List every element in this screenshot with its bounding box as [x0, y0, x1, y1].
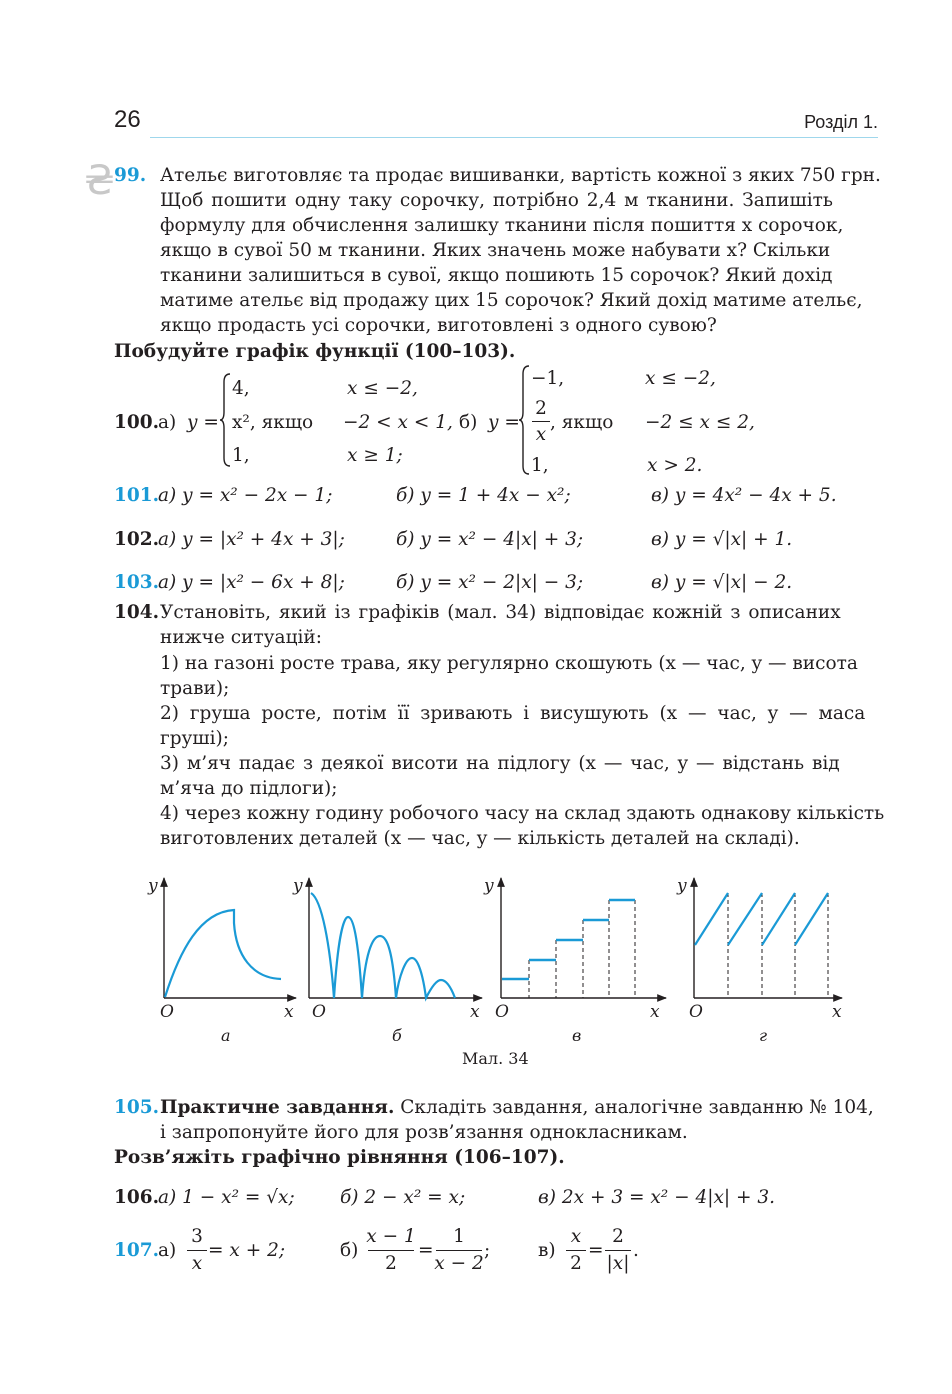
graph-a-curve — [165, 910, 281, 997]
fraction-denominator: x − 2 — [434, 1253, 484, 1274]
problem-101-c: в) y = 4x² − 4x + 5. — [651, 485, 837, 506]
problem-105-rest: Складіть завдання, аналогічне завданню № 104, — [394, 1097, 874, 1118]
problem-102-a: а) y = |x² + 4x + 3|; — [158, 529, 345, 550]
problem-105-lead: Практичне завдання. — [160, 1097, 395, 1118]
graph-d-label: г — [759, 1026, 768, 1045]
figure-caption: Мал. 34 — [462, 1049, 529, 1068]
period: . — [633, 1240, 639, 1261]
case-value: , якщо — [550, 412, 614, 433]
fraction-denominator: x — [191, 1253, 203, 1274]
problem-102-b: б) y = x² − 4|x| + 3; — [396, 529, 584, 550]
graph-b — [309, 878, 482, 998]
fraction-bar — [187, 1250, 207, 1251]
case-condition: x ≥ 1; — [347, 445, 403, 466]
fraction-denominator: x — [535, 424, 547, 445]
fraction-bar — [436, 1250, 482, 1251]
semicolon: ; — [484, 1240, 491, 1261]
problem-106-a: а) 1 − x² = √x; — [158, 1187, 295, 1208]
case-value: 1, — [232, 445, 250, 466]
case-condition: x > 2. — [647, 455, 703, 476]
problem-103-number: 103. — [114, 572, 160, 593]
fraction-bar — [605, 1250, 631, 1251]
problem-103-a: а) y = |x² − 6x + 8|; — [158, 572, 345, 593]
problem-99-line: тканини залишиться в сувої, якщо пошиють 15 сорочок? Який дохід — [160, 265, 833, 286]
hryvnia-icon: ₴ — [84, 158, 115, 204]
graph-c — [501, 878, 666, 998]
case-condition: x ≤ −2, — [347, 378, 418, 399]
problem-104-item: виготовлених деталей (x — час, y — кількість деталей на складі). — [160, 828, 800, 849]
fraction-numerator: x — [570, 1226, 582, 1247]
problem-104-item: 1) на газоні росте трава, яку регулярно скошують (x — час, y — висота — [160, 653, 858, 674]
fraction-bar — [566, 1250, 586, 1251]
problem-105-number: 105. — [114, 1097, 160, 1118]
part-label: а) — [158, 1240, 177, 1261]
problem-103-b: б) y = x² − 2|x| − 3; — [396, 572, 584, 593]
problem-107-number: 107. — [114, 1240, 160, 1261]
problem-101-a: а) y = x² − 2x − 1; — [158, 485, 333, 506]
origin-label: O — [495, 1002, 509, 1022]
origin-label: O — [160, 1002, 174, 1022]
axis-label-y: y — [484, 876, 494, 896]
problem-99-line: формулу для обчислення залишку тканини після пошиття x сорочок, — [160, 215, 844, 236]
equals-sign: = — [588, 1240, 604, 1261]
problem-101-number: 101. — [114, 485, 160, 506]
problem-104-line: Установіть, який із графіків (мал. 34) відповідає кожній з описаних — [160, 602, 841, 623]
section-title: Розділ 1. — [804, 112, 878, 132]
section-heading: Розв’яжіть графічно рівняння (106–107). — [114, 1147, 565, 1168]
problem-104-item: м’яча до підлоги); — [160, 778, 338, 799]
function-y: y = — [187, 412, 219, 433]
problem-104-item: трави); — [160, 678, 230, 699]
problem-101-b: б) y = 1 + 4x − x²; — [396, 485, 571, 506]
graph-d — [694, 878, 842, 998]
part-label: а) — [158, 412, 177, 433]
problem-99-line: якщо в сувої 50 м тканини. Яких значень може набувати x? Скільки — [160, 240, 831, 261]
fraction-numerator: 2 — [535, 398, 547, 419]
part-label: б) — [340, 1240, 359, 1261]
fraction-denominator: |x| — [606, 1253, 630, 1274]
case-condition: −2 ≤ x ≤ 2, — [645, 412, 755, 433]
problem-106-number: 106. — [114, 1187, 160, 1208]
problem-102-number: 102. — [114, 529, 160, 550]
problem-103-c: в) y = √|x| − 2. — [651, 572, 793, 593]
problem-105-line: і запропонуйте його для розв’язання однокласникам. — [160, 1122, 688, 1143]
fraction-numerator: 2 — [612, 1226, 624, 1247]
case-value: 4, — [232, 378, 250, 399]
problem-104-item: груші); — [160, 728, 229, 749]
graph-b-curve — [311, 893, 455, 998]
axis-label-x: x — [650, 1002, 660, 1022]
fraction-numerator: x − 1 — [366, 1226, 416, 1247]
axis-label-y: y — [148, 876, 158, 896]
fraction-numerator: 1 — [453, 1226, 465, 1247]
problem-99-number: 99. — [114, 165, 147, 186]
function-y: y = — [488, 412, 520, 433]
page-number: 26 — [114, 106, 141, 133]
case-value: −1, — [531, 368, 565, 389]
axis-label-x: x — [470, 1002, 480, 1022]
problem-100-number: 100. — [114, 412, 160, 433]
problem-99-line: Щоб пошити одну таку сорочку, потрібно 2,4 м тканини. Запишіть — [160, 190, 833, 211]
case-condition: −2 < x < 1, — [343, 412, 453, 433]
origin-label: O — [312, 1002, 326, 1022]
axis-label-y: y — [293, 876, 303, 896]
problem-104-item: 2) груша росте, потім її зривають і висушують (x — час, y — маса — [160, 703, 866, 724]
problem-104-line: нижче ситуацій: — [160, 627, 322, 648]
problem-104-item: 3) м’яч падає з деякої висоти на підлогу (x — час, y — відстань від — [160, 753, 840, 774]
problem-99-line: матиме ательє від продажу цих 15 сорочок? Який дохід матиме ательє, — [160, 290, 863, 311]
problem-102-c: в) y = √|x| + 1. — [651, 529, 793, 550]
fraction-bar — [368, 1250, 414, 1251]
case-value: x², якщо — [232, 412, 314, 433]
fraction-denominator: 2 — [570, 1253, 582, 1274]
problem-99-line: якщо продасть усі сорочки, виготовлені з одного сувою? — [160, 315, 717, 336]
graph-a — [164, 878, 296, 998]
case-condition: x ≤ −2, — [645, 368, 716, 389]
fraction-numerator: 3 — [191, 1226, 203, 1247]
axis-label-x: x — [284, 1002, 294, 1022]
problem-104-item: 4) через кожну годину робочого часу на склад здають однакову кількість — [160, 803, 885, 824]
problem-105-line — [160, 1095, 874, 1120]
graph-c-dashes — [529, 900, 635, 998]
problem-106-c: в) 2x + 3 = x² − 4|x| + 3. — [538, 1187, 776, 1208]
axis-label-y: y — [677, 876, 687, 896]
axis-label-x: x — [832, 1002, 842, 1022]
section-heading: Побудуйте графік функції (100–103). — [114, 341, 516, 362]
case-value: 1, — [531, 455, 549, 476]
equation-rest: = x + 2; — [208, 1240, 286, 1261]
graph-c-label: в — [572, 1026, 582, 1045]
graph-b-label: б — [392, 1026, 402, 1045]
graph-d-dashes — [728, 893, 828, 998]
problem-99-line: Ательє виготовляє та продає вишиванки, вартість кожної з яких 750 грн. — [160, 165, 881, 186]
fraction-denominator: 2 — [385, 1253, 397, 1274]
equals-sign: = — [418, 1240, 434, 1261]
part-label: в) — [538, 1240, 556, 1261]
graph-a-label: а — [221, 1026, 231, 1045]
origin-label: O — [689, 1002, 703, 1022]
problem-106-b: б) 2 − x² = x; — [340, 1187, 466, 1208]
part-label: б) — [459, 412, 478, 433]
graph-c-steps — [502, 900, 635, 979]
problem-104-number: 104. — [114, 602, 160, 623]
